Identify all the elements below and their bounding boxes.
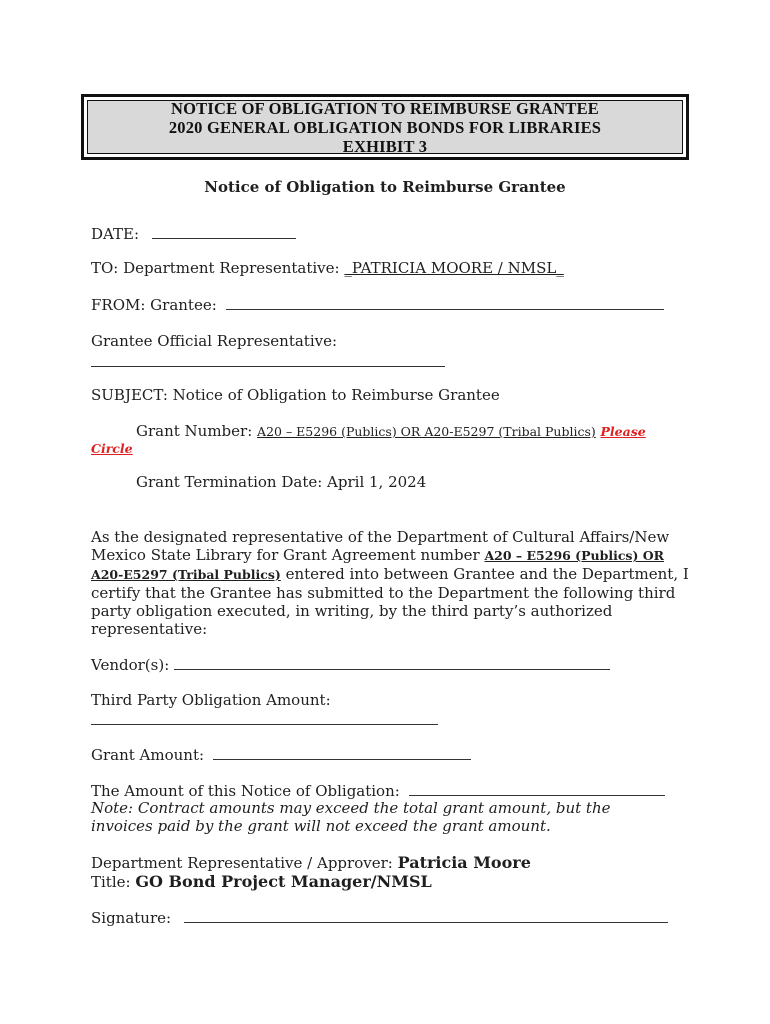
- approver-name: Patricia Moore: [397, 853, 531, 872]
- signature-field[interactable]: [184, 908, 668, 923]
- certification-paragraph: [91, 528, 691, 638]
- circle-row: [91, 439, 133, 457]
- note-line-1: Note: Contract amounts may exceed the total grant amount, but the: [91, 799, 611, 817]
- title-label: Title:: [91, 873, 131, 891]
- date-field[interactable]: [152, 224, 296, 239]
- grant-number-value: A20 – E5296 (Publics) OR A20-E5297 (Tribal Publics): [257, 424, 596, 439]
- subject-line: SUBJECT: Notice of Obligation to Reimburse Grantee: [91, 386, 500, 404]
- paragraph-part-1: As the designated representative of the Department of Cultural Affairs/New Mexico State Library for Grant Agreement number: [91, 528, 670, 564]
- title-row: [91, 872, 432, 891]
- to-label: TO: Department Representative:: [91, 259, 340, 277]
- grantee-field[interactable]: [226, 295, 664, 310]
- paragraph-part-2: entered into between Grantee and the Department, I certify that the Grantee has submitted to the Department the following third party obligation executed, in writing, by the third party’s authorized representative:: [91, 565, 689, 638]
- notice-amount-row: [91, 781, 665, 800]
- third-party-field[interactable]: [91, 724, 438, 725]
- header-box: [81, 94, 689, 160]
- grant-number-label: Grant Number:: [136, 422, 253, 440]
- vendor-row: [91, 655, 610, 674]
- from-row: [91, 295, 664, 314]
- vendor-field[interactable]: [174, 655, 610, 670]
- grant-amount-row: [91, 745, 471, 764]
- notice-amount-field[interactable]: [409, 781, 665, 796]
- header-line-3: EXHIBIT 3: [342, 136, 428, 156]
- title-value: GO Bond Project Manager/NMSL: [135, 872, 432, 891]
- approver-row: [91, 853, 531, 872]
- termination-date: Grant Termination Date: April 1, 2024: [136, 473, 427, 491]
- document-title: Notice of Obligation to Reimburse Grantee: [204, 178, 566, 196]
- grant-amount-label: Grant Amount:: [91, 746, 205, 764]
- grant-number-row: [136, 422, 646, 440]
- from-label: FROM: Grantee:: [91, 296, 217, 314]
- signature-row: [91, 908, 668, 927]
- date-label: DATE:: [91, 225, 140, 243]
- header-line-2: 2020 GENERAL OBLIGATION BONDS FOR LIBRARIES: [168, 117, 602, 137]
- circle-text: Circle: [91, 441, 133, 456]
- grant-amount-field[interactable]: [213, 745, 471, 760]
- official-label: Grantee Official Representative:: [91, 332, 338, 350]
- grant-number-publics: A20 – E5296 (Publics) OR: [484, 548, 665, 563]
- third-party-label: Third Party Obligation Amount:: [91, 691, 331, 709]
- date-row: [91, 224, 296, 243]
- header-line-1: NOTICE OF OBLIGATION TO REIMBURSE GRANTEE: [171, 98, 599, 118]
- vendor-label: Vendor(s):: [91, 656, 170, 674]
- please-text: Please: [600, 424, 646, 439]
- to-row: [91, 259, 564, 277]
- header-shaded-area: [87, 100, 683, 154]
- note-line-2: invoices paid by the grant will not exceed the grant amount.: [91, 817, 551, 835]
- approver-label: Department Representative / Approver:: [91, 854, 393, 872]
- grant-number-tribal: A20-E5297 (Tribal Publics): [91, 567, 281, 582]
- official-field[interactable]: [91, 366, 445, 367]
- signature-label: Signature:: [91, 909, 172, 927]
- notice-amount-label: The Amount of this Notice of Obligation:: [91, 782, 400, 800]
- to-value: _PATRICIA MOORE / NMSL_: [344, 259, 564, 277]
